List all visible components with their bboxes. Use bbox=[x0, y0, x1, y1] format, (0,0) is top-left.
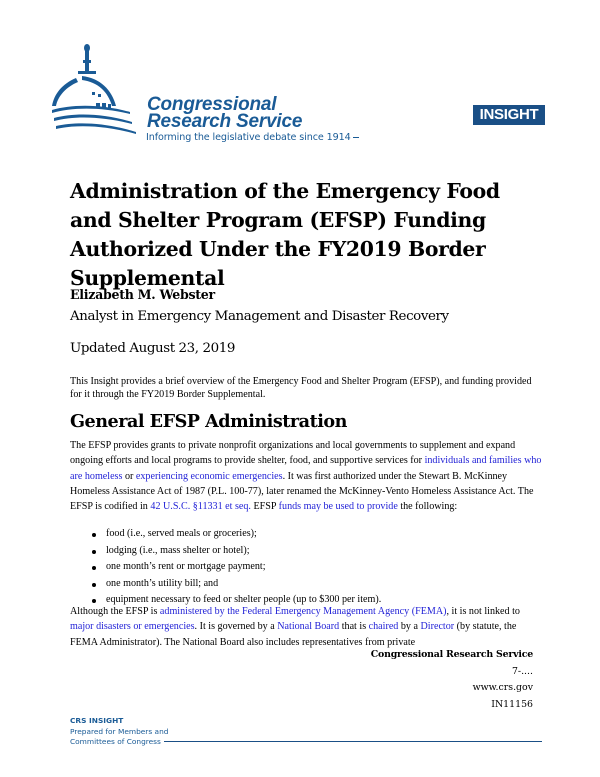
page-footer-info bbox=[371, 647, 533, 713]
footer-divider bbox=[164, 741, 542, 742]
list-item: one month’s utility bill; and bbox=[70, 576, 381, 593]
list-item: equipment necessary to feed or shelter people (up to $300 per item). bbox=[70, 592, 381, 609]
bullet-icon bbox=[92, 583, 96, 587]
document-title: Administration of the Emergency Food and Shelter Program (EFSP) Funding Authorized Under the FY2019 Border Supplemental bbox=[70, 179, 500, 290]
link-economic-emergencies[interactable]: experiencing economic emergencies bbox=[135, 470, 283, 482]
body-paragraph-1: The EFSP provides grants to private nonprofit organizations and local governments to supplement and expand ongoing efforts and local programs to provide shelter, food, and supportive services for individuals and families who are homeless or experiencing economic emergencies. It was first authorized under the Stewart B. McKinney Homeless Assistance Act of 1987 (P.L. 100-77), later renamed the McKinney-Vento Homeless Assistance Act. The EFSP is codified in 42 U.S.C. §11331 et seq. EFSP funds may be used to provide the following: bbox=[70, 440, 542, 513]
link-funds-uses[interactable]: funds may be used to provide bbox=[278, 501, 398, 513]
tagline-rule bbox=[353, 137, 359, 138]
eligible-uses-list bbox=[70, 526, 381, 609]
bullet-icon bbox=[92, 550, 96, 554]
prepared-for-line1: Prepared for Members and bbox=[70, 726, 169, 736]
section-heading: General EFSP Administration bbox=[70, 411, 347, 432]
link-national-board[interactable]: National Board bbox=[277, 621, 340, 633]
footer-page: 7-.... bbox=[511, 665, 533, 677]
list-item: food (i.e., served meals or groceries); bbox=[70, 526, 381, 543]
link-chaired[interactable]: chaired bbox=[368, 621, 399, 633]
bullet-icon bbox=[92, 599, 96, 603]
bullet-icon bbox=[92, 566, 96, 570]
list-item: lodging (i.e., mass shelter or hotel); bbox=[70, 543, 381, 560]
author-role: Analyst in Emergency Management and Disaster Recovery bbox=[70, 309, 449, 324]
body-paragraph-2: Although the EFSP is administered by the Federal Emergency Management Agency (FEMA), it is not linked to major disasters or emergencies. It is governed by a National Board that is chaired by a Director (by statute, the FEMA Administrator). The National Board also includes representatives from private bbox=[70, 606, 520, 648]
author-name: Elizabeth M. Webster bbox=[70, 287, 215, 302]
crs-logo bbox=[52, 40, 352, 143]
link-major-disasters[interactable]: major disasters or emergencies bbox=[70, 621, 195, 633]
summary-paragraph: This Insight provides a brief overview of the Emergency Food and Shelter Program (EFSP), and funding provided for it through the FY2019 Border Supplemental. bbox=[70, 376, 532, 400]
link-director[interactable]: Director bbox=[420, 621, 455, 633]
logo-wordmark: Congressional Research Service bbox=[147, 94, 303, 132]
crs-insight-label: CRS INSIGHT bbox=[70, 716, 124, 725]
list-item: one month’s rent or mortgage payment; bbox=[70, 559, 381, 576]
footer-org: Congressional Research Service bbox=[370, 649, 533, 660]
link-homeless[interactable]: individuals and families who are homeless bbox=[70, 455, 542, 482]
crs-insight-footer bbox=[70, 716, 168, 748]
bullet-icon bbox=[92, 533, 96, 537]
footer-report-id: IN11156 bbox=[491, 698, 533, 710]
link-fema[interactable]: administered by the Federal Emergency Management Agency (FEMA) bbox=[159, 606, 447, 617]
capitol-dome-icon bbox=[52, 40, 152, 140]
link-usc-citation[interactable]: 42 U.S.C. §11331 et seq. bbox=[150, 501, 251, 513]
updated-date: Updated August 23, 2019 bbox=[70, 341, 235, 356]
footer-website: www.crs.gov bbox=[472, 682, 533, 694]
logo-tagline: Informing the legislative debate since 1914 bbox=[146, 132, 359, 143]
prepared-for-line2: Committees of Congress bbox=[70, 737, 161, 747]
insight-badge: INSIGHT bbox=[473, 105, 545, 125]
